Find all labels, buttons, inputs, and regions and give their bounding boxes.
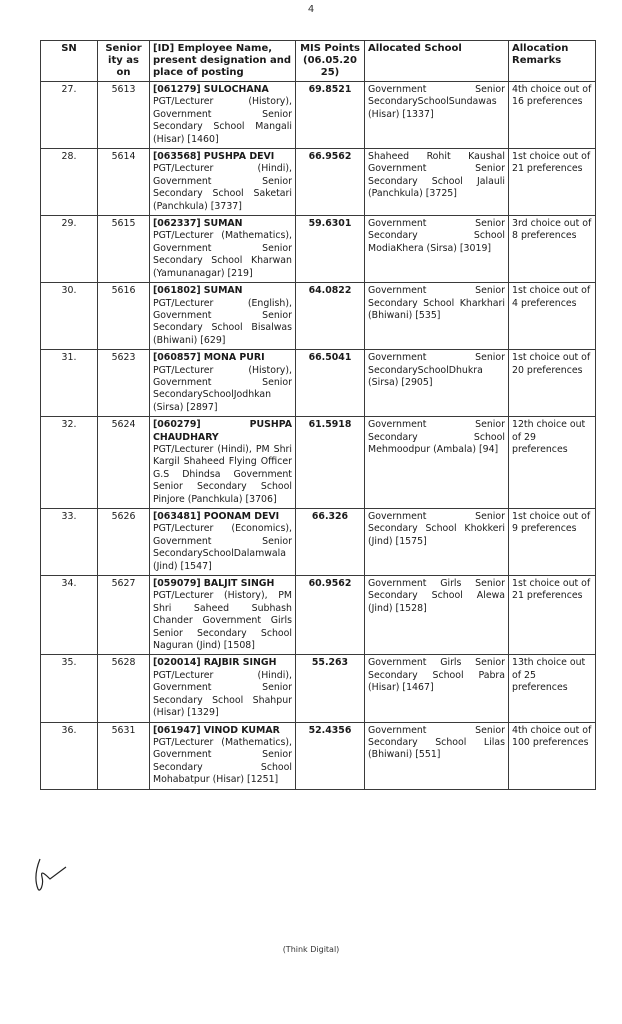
- header-seniority: Senior ity as on: [98, 41, 150, 82]
- employee-designation-posting: PGT/Lecturer (Hindi), Government Senior Secondary School Saketari (Panchkula) [3737]: [153, 163, 292, 212]
- cell-mis-points: 55.263: [296, 655, 365, 722]
- cell-allocated-school: Government Girls Senior Secondary School Pabra (Hisar) [1467]: [365, 655, 509, 722]
- cell-employee: [150, 283, 296, 350]
- employee-id: [020014]: [153, 657, 201, 669]
- cell-seniority: 5628: [98, 655, 150, 722]
- employee-designation-posting: PGT/Lecturer (English), Government Senior Secondary School Bisalwas (Bhiwani) [629]: [153, 297, 292, 346]
- employee-designation-posting: PGT/Lecturer (Economics), Government Senior SecondarySchoolDalamwala (Jind) [1547]: [153, 523, 292, 572]
- table-row: [41, 149, 596, 216]
- cell-mis-points: 61.5918: [296, 417, 365, 509]
- employee-designation-posting: PGT/Lecturer (Hindi), Government Senior Secondary School Shahpur (Hisar) [1329]: [153, 669, 292, 719]
- cell-sn: 30.: [41, 283, 98, 350]
- table-row: [41, 417, 596, 509]
- header-allocated-school: Allocated School: [365, 41, 509, 82]
- employee-name: SULOCHANA: [203, 84, 269, 95]
- cell-allocated-school: Government Senior SecondarySchoolDhukra (Sirsa) [2905]: [365, 350, 509, 417]
- employee-name: VINOD KUMAR: [203, 724, 280, 736]
- cell-employee: [150, 655, 296, 722]
- table-row: [41, 722, 596, 789]
- signature-mark: [30, 855, 70, 895]
- employee-designation-posting: PGT/Lecturer (History), Government Senior SecondarySchoolJodhkan (Sirsa) [2897]: [153, 364, 292, 413]
- cell-allocated-school: Government Girls Senior Secondary School Alewa (Jind) [1528]: [365, 576, 509, 655]
- cell-employee: [150, 82, 296, 149]
- cell-employee: [150, 576, 296, 655]
- cell-allocation-remarks: 13th choice out of 25 preferences: [509, 655, 596, 722]
- header-allocation-remarks: Allocation Remarks: [509, 41, 596, 82]
- allocation-table-container: [40, 40, 592, 790]
- table-row: [41, 216, 596, 283]
- cell-mis-points: 52.4356: [296, 722, 365, 789]
- cell-allocated-school: Shaheed Rohit Kaushal Government Senior Secondary School Jalauli (Panchkula) [3725]: [365, 149, 509, 216]
- cell-allocation-remarks: 4th choice out of 16 preferences: [509, 82, 596, 149]
- cell-sn: 28.: [41, 149, 98, 216]
- cell-allocation-remarks: 1st choice out of 21 preferences: [509, 149, 596, 216]
- cell-sn: 34.: [41, 576, 98, 655]
- cell-allocation-remarks: 12th choice out of 29 preferences: [509, 417, 596, 509]
- cell-mis-points: 59.6301: [296, 216, 365, 283]
- table-row: [41, 509, 596, 576]
- cell-seniority: 5624: [98, 417, 150, 509]
- cell-allocation-remarks: 1st choice out of 9 preferences: [509, 509, 596, 576]
- cell-seniority: 5626: [98, 509, 150, 576]
- cell-allocation-remarks: 1st choice out of 4 preferences: [509, 283, 596, 350]
- employee-name: SUMAN: [203, 285, 243, 297]
- employee-name: BALJIT SINGH: [203, 578, 275, 590]
- cell-seniority: 5615: [98, 216, 150, 283]
- header-employee: [ID] Employee Name, present designation and place of posting: [150, 41, 296, 82]
- employee-name: MONA PURI: [203, 352, 265, 364]
- table-row: [41, 576, 596, 655]
- cell-sn: 36.: [41, 722, 98, 789]
- cell-allocated-school: Government Senior SecondarySchoolSundawas (Hisar) [1337]: [365, 82, 509, 149]
- cell-allocated-school: Government Senior Secondary School Kharkhari (Bhiwani) [535]: [365, 283, 509, 350]
- cell-mis-points: 60.9562: [296, 576, 365, 655]
- allocation-table: [40, 40, 596, 790]
- cell-seniority: 5616: [98, 283, 150, 350]
- cell-allocation-remarks: 1st choice out of 21 preferences: [509, 576, 596, 655]
- table-body: [41, 82, 596, 790]
- cell-allocated-school: Government Senior Secondary School Mehmoodpur (Ambala) [94]: [365, 417, 509, 509]
- employee-name: PUSHPA DEVI: [203, 151, 275, 163]
- employee-name: PUSHPA CHAUDHARY: [153, 419, 292, 443]
- header-mis-points: MIS Points (06.05.20 25): [296, 41, 365, 82]
- employee-id: [061947]: [153, 724, 201, 736]
- employee-id: [061802]: [153, 285, 201, 297]
- cell-sn: 27.: [41, 82, 98, 149]
- cell-sn: 32.: [41, 417, 98, 509]
- employee-name: POONAM DEVI: [203, 511, 280, 522]
- employee-id: [063481]: [153, 511, 201, 522]
- cell-allocated-school: Government Senior Secondary School Lilas (Bhiwani) [551]: [365, 722, 509, 789]
- employee-id: [063568]: [153, 151, 201, 163]
- cell-allocation-remarks: 4th choice out of 100 preferences: [509, 722, 596, 789]
- cell-sn: 29.: [41, 216, 98, 283]
- cell-employee: [150, 350, 296, 417]
- cell-sn: 33.: [41, 509, 98, 576]
- cell-mis-points: 64.0822: [296, 283, 365, 350]
- cell-mis-points: 66.9562: [296, 149, 365, 216]
- cell-mis-points: 66.326: [296, 509, 365, 576]
- table-row: [41, 655, 596, 722]
- employee-name: RAJBIR SINGH: [203, 657, 277, 669]
- cell-sn: 35.: [41, 655, 98, 722]
- cell-allocation-remarks: 1st choice out of 20 preferences: [509, 350, 596, 417]
- employee-name: SUMAN: [203, 218, 243, 230]
- cell-employee: [150, 509, 296, 576]
- cell-employee: [150, 417, 296, 509]
- employee-designation-posting: PGT/Lecturer (Hindi), PM Shri Kargil Shaheed Flying Officer G.S Dhindsa Government Senior Secondary School Pinjore (Panchkula) [3706]: [153, 443, 292, 505]
- page-number: 4: [307, 4, 315, 15]
- cell-sn: 31.: [41, 350, 98, 417]
- table-row: [41, 350, 596, 417]
- table-header-row: [41, 41, 596, 82]
- cell-mis-points: 66.5041: [296, 350, 365, 417]
- cell-allocation-remarks: 3rd choice out of 8 preferences: [509, 216, 596, 283]
- cell-seniority: 5614: [98, 149, 150, 216]
- cell-seniority: 5623: [98, 350, 150, 417]
- employee-id: [060279]: [153, 419, 201, 431]
- employee-designation-posting: PGT/Lecturer (Mathematics), Government Senior Secondary School Mohabatpur (Hisar) [1251]: [153, 736, 292, 786]
- footer-text: (Think Digital): [282, 945, 340, 954]
- cell-mis-points: 69.8521: [296, 82, 365, 149]
- table-row: [41, 283, 596, 350]
- employee-id: [062337]: [153, 218, 201, 230]
- cell-allocated-school: Government Senior Secondary School Khokkeri (Jind) [1575]: [365, 509, 509, 576]
- employee-id: [059079]: [153, 578, 201, 590]
- employee-id: [061279]: [153, 84, 201, 95]
- cell-seniority: 5631: [98, 722, 150, 789]
- cell-seniority: 5613: [98, 82, 150, 149]
- header-sn: SN: [41, 41, 98, 82]
- cell-allocated-school: Government Senior Secondary School ModiaKhera (Sirsa) [3019]: [365, 216, 509, 283]
- cell-seniority: 5627: [98, 576, 150, 655]
- employee-designation-posting: PGT/Lecturer (Mathematics), Government Senior Secondary School Kharwan (Yamunanagar) [219]: [153, 230, 292, 279]
- signature: [30, 855, 70, 895]
- employee-designation-posting: PGT/Lecturer (History), Government Senior Secondary School Mangali (Hisar) [1460]: [153, 96, 292, 145]
- cell-employee: [150, 722, 296, 789]
- cell-employee: [150, 216, 296, 283]
- employee-id: [060857]: [153, 352, 201, 364]
- table-row: [41, 82, 596, 149]
- employee-designation-posting: PGT/Lecturer (History), PM Shri Saheed Subhash Chander Government Girls Senior Secondary School Naguran (Jind) [1508]: [153, 590, 292, 652]
- cell-employee: [150, 149, 296, 216]
